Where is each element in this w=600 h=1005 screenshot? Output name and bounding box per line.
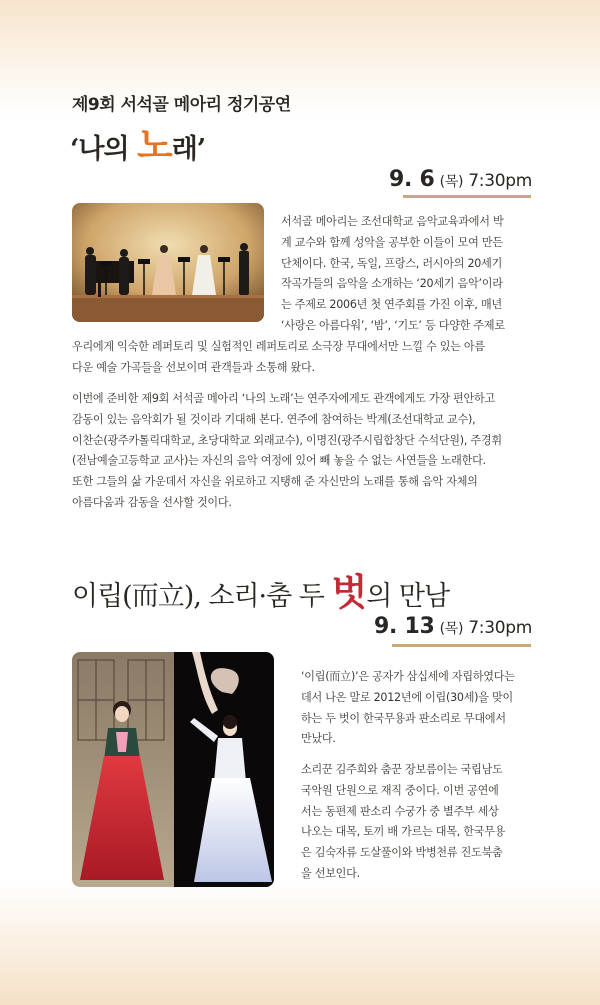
concert-title [70,115,205,169]
text-line: 만났다. [301,732,336,746]
concert2-date [374,614,532,639]
text-line: 이번에 준비한 제9회 서석골 메아리 ‘나의 노래’는 연주자에게도 관객에게도 가장 편안하고 [72,392,495,405]
concert2-paragraph-2 [301,760,531,885]
text-line: 소리꾼 김주희와 춤꾼 장보름이는 국립남도 [301,763,503,776]
date-day: (목) [439,621,464,637]
text-line: 나오는 대목, 토끼 배 가르는 대목, 한국무용 [301,825,506,839]
program-paragraph [72,389,531,514]
text-line: 다운 예술 가곡들을 선보이며 관객들과 소통해 왔다. [72,360,315,374]
text-line: ‘사랑은 아름다워’, ‘밤’, ‘기도’ 등 다양한 주제로 [281,318,505,332]
text-line: 은 김숙자류 도살풀이와 박병천류 진도북춤 [301,846,503,860]
performers-photo [72,652,274,887]
text-line: 계 교수와 함께 성악을 공부한 이들이 모여 만든 [281,235,503,249]
title-accent-char: 노 [136,123,172,167]
text-line: 우리에게 익숙한 레퍼토리 및 실험적인 레퍼토리로 소극장 무대에서만 느낄 수 있는 아름 [72,340,485,353]
title-close: 래’ [171,134,206,165]
text-line: 단체이다. 한국, 독일, 프랑스, 러시아의 20세기 [281,256,503,270]
text-line: 이찬순(광주카톨릭대학교, 초당대학교 외래교수), 이명진(광주시립합창단 수석단원), 주경휘 [72,433,502,447]
concert-date [389,167,532,192]
concert-subtitle: 제9회 서석골 메아리 정기공연 [72,95,291,115]
text-line: 국악원 단원으로 재직 중이다. 이번 공연에 [301,783,499,797]
text-line: 작곡가들의 음악을 소개하는 ‘20세기 음악’이라 [281,277,503,291]
date-main: 9. 13 [374,614,435,639]
date-main: 9. 6 [389,167,435,192]
text-line: 서는 동편제 판소리 수궁가 중 별주부 세상 [301,804,499,818]
title-open: ‘나의 [70,134,137,165]
text-line: 을 선보인다. [301,866,360,880]
text-line: 하는 두 벗이 한국무용과 판소리로 무대에서 [301,711,506,725]
title-accent-char: 벗 [331,570,367,614]
intro-paragraph-full [72,337,531,379]
text-line: 아름다움과 감동을 선사할 것이다. [72,495,232,509]
date-time: 7:30pm [468,171,532,191]
text-line: 또한 그들의 삶 가운데서 자신을 위로하고 지탱해 준 자신만의 노래를 통해 음악 자체의 [72,475,478,489]
date-time: 7:30pm [468,618,532,638]
text-line: 감동이 있는 음악회가 될 것이라 기대해 본다. 연주에 참여하는 박계(조선대학교 교수), [72,412,476,426]
text-line: ‘이립(而立)’은 공자가 삼십세에 자립하였다는 [301,670,515,683]
concert2-paragraph-1 [301,667,531,750]
title-pre: 이립(而立), 소리·춤 두 [72,581,332,612]
title-post: 의 만남 [366,581,450,612]
intro-paragraph-right [281,212,531,337]
concert-photo [72,203,264,322]
date-underline [392,644,531,647]
text-line: (전남예술고등학교 교사)는 자신의 음악 여정에 있어 빼 놓을 수 없는 사연들을 노래한다. [72,454,486,468]
text-line: 데서 나온 말로 2012년에 이립(30세)을 맞이 [301,690,513,704]
date-day: (목) [439,174,464,190]
date-underline [403,195,531,198]
text-line: 는 주제로 2006년 첫 연주회를 가진 이후, 매년 [281,298,502,312]
concert2-title [72,562,449,616]
text-line: 서석골 메아리는 조선대학교 음악교육과에서 박 [281,215,504,228]
